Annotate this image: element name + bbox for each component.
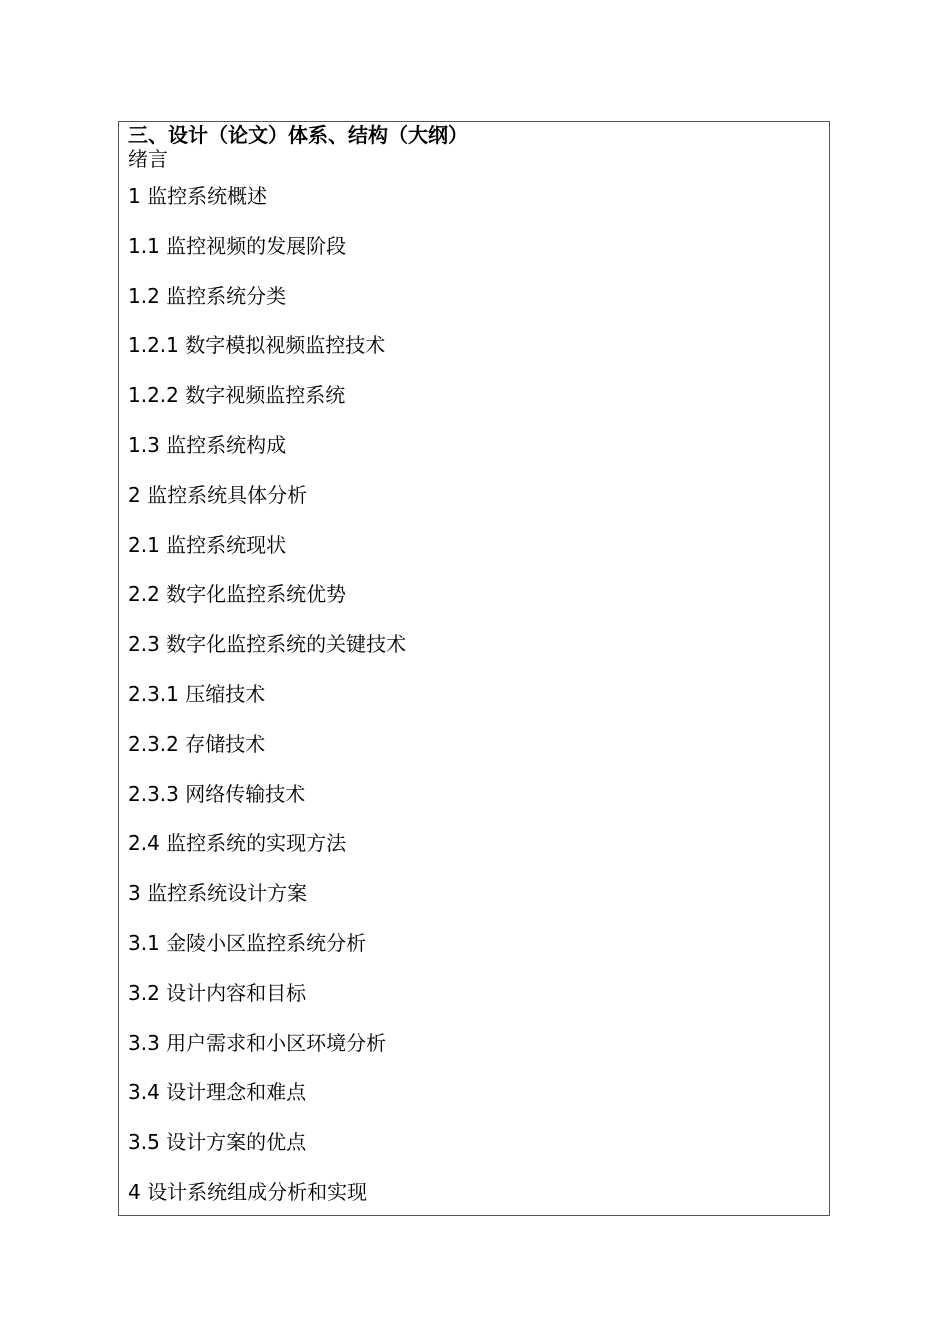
outline-item: 1.2.2 数字视频监控系统: [128, 383, 346, 408]
outline-item: 1.3 监控系统构成: [128, 432, 287, 457]
outline-item: 3.5 设计方案的优点: [128, 1130, 307, 1155]
section-heading: 三、设计（论文）体系、结构（大纲）: [128, 123, 468, 147]
outline-item: 2.3.2 存储技术: [128, 731, 266, 756]
outline-list: [128, 183, 406, 1229]
outline-item: 2.3.3 网络传输技术: [128, 781, 306, 806]
outline-item: 3.3 用户需求和小区环境分析: [128, 1030, 387, 1055]
outline-item: 1 监控系统概述: [128, 184, 268, 208]
outline-item: 1.2 监控系统分类: [128, 283, 287, 308]
outline-item: 2 监控系统具体分析: [128, 482, 308, 507]
outline-item: 1.1 监控视频的发展阶段: [128, 233, 347, 258]
outline-item: 2.3.1 压缩技术: [128, 681, 266, 706]
outline-item: 1.2.1 数字模拟视频监控技术: [128, 333, 386, 358]
outline-item: 4 设计系统组成分析和实现: [128, 1179, 368, 1204]
outline-item: 2.4 监控系统的实现方法: [128, 831, 347, 856]
outline-item: 3.1 金陵小区监控系统分析: [128, 930, 367, 955]
outline-item: 2.2 数字化监控系统优势: [128, 582, 347, 607]
outline-item: 2.1 监控系统现状: [128, 532, 287, 557]
intro-entry: 绪言: [128, 147, 168, 171]
outline-item: 3.4 设计理念和难点: [128, 1080, 307, 1105]
outline-item: 3.2 设计内容和目标: [128, 980, 307, 1005]
outline-item: 2.3 数字化监控系统的关键技术: [128, 632, 407, 657]
outline-item: 3 监控系统设计方案: [128, 881, 308, 906]
